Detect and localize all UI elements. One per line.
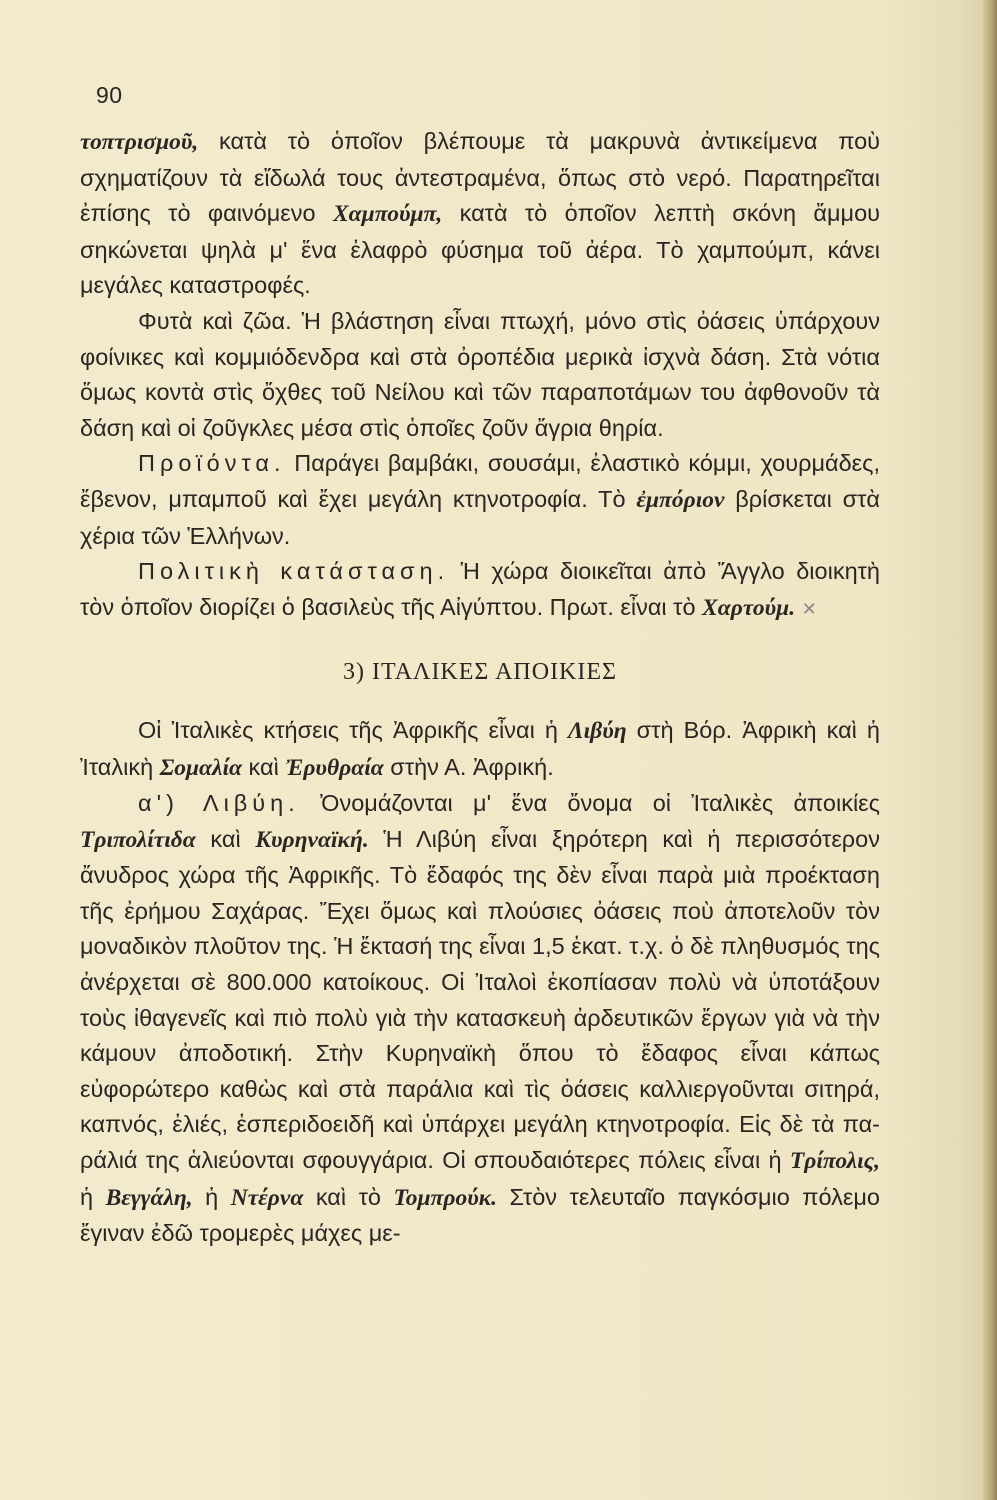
term: Ντέρνα [230,1184,304,1211]
subheading: α') Λιβύη. [138,790,300,817]
text-run: ἡ [80,1183,106,1210]
page-number: 90 [96,82,123,108]
subheading: Προϊόντα. [138,450,286,477]
paragraph-political [80,554,880,627]
text-run: στὴν Α. Ἀφρική. [383,753,554,780]
term: Ἐρυθραία [285,754,384,781]
text-run: ἡ [192,1183,231,1210]
pencil-mark-icon: ✕ [801,598,817,619]
text-run: Ἡ βλάστηση εἶναι πτωχή, μόνο στὶς ὀάσεις ὑπάρχουν φοίνικες καὶ κομμιόδενδρα καὶ στὰ ὀροπέδια μερικὰ ἰσχνὰ δάση. Στὰ νότια ὅμως κοντὰ στὶς ὄχθες τοῦ Νείλου καὶ τῶν παραποτάμων του ἀφθονοῦν τὰ δάση καὶ οἱ ζοῦγκλες μέσα στὶς ὁποῖες ζοῦν ἄγρια θηρία. [80,307,880,441]
text-run: Παράγει βαμβάκι, σουσάμι, ἐλαστικὸ κόμμι, χουρμάδες, ἔβενον, μπαμποῦ καὶ ἔχει μεγάλη κτηνοτροφία. Τὸ [80,450,880,512]
text-run: κατὰ τὸ ὁποῖον βλέπουμε τὰ μακρυνὰ ἀντικείμενα ποὺ σχηματίζουν τὰ εἴδωλά τους ἀντεστραμένα, ὅπως στὸ νερό. Παρατηρεῖται ἐπίσης τὸ φαινόμενο [80,128,880,227]
term: τοπτρισμοῦ, [80,129,199,155]
term: Τομπρούκ. [393,1184,498,1211]
text-run: Οἱ Ἰταλικὲς κτήσεις τῆς Ἀφρικῆς εἶναι ἡ [138,716,568,743]
text-run: Στὸν τελευταῖο παγκόσμιο πόλεμο ἔγιναν ἐδῶ τρομερὲς μάχες με- [80,1183,880,1247]
section-heading: 3) ΙΤΑΛΙΚΕΣ ΑΠΟΙΚΙΕΣ [342,659,618,686]
paragraph-libya [80,786,880,1252]
text-run: βρίσκεται στὰ χέρια τῶν Ἑλλήνων. [80,485,880,549]
paragraph-products [80,446,880,554]
text-run: καὶ [195,825,256,852]
text-run: Ὀνομάζονται μ' ἕνα ὄνομα οἱ Ἰταλικὲς ἀποικίες [299,790,880,817]
term: Σομαλία [159,754,243,781]
term: Τριπολίτιδα [80,826,196,853]
term: Βεγγάλη, [105,1184,193,1211]
paragraph-italian-possessions [80,713,880,786]
paragraph-flora-fauna [80,304,880,446]
text-run: καὶ τὸ [303,1183,394,1210]
subheading: Πολιτικὴ κατάσταση. [138,558,450,585]
subheading: Φυτὰ καὶ ζῶα. [138,307,292,334]
body-text [80,124,880,1252]
term: Χαρτούμ. [702,594,796,621]
term: Χαμπούμπ, [332,201,443,228]
text-run: Ἡ χώρα διοικεῖται ἀπὸ Ἄγγλο διοικητὴ τὸν ὁποῖον διορίζει ὁ βασιλεὺς τῆς Αἰγύπτου. Πρωτ. εἶναι τὸ [80,558,880,620]
paragraph-mirage [80,124,880,304]
text-run: κατὰ τὸ ὁποῖον λεπτὴ σκόνη ἄμμου σηκώνεται ψηλὰ μ' ἕνα ἐλαφρὸ φύσημα τοῦ ἀέρα. Τὸ χαμπούμπ, κάνει μεγάλες καταστροφές. [80,200,881,299]
text-run: στὴ Βόρ. Ἀφρικὴ καὶ ἡ Ἰταλικὴ [80,716,880,780]
term: Κυρηναϊκή. [255,826,369,853]
page-edge [983,0,997,1500]
term: Τρίπολις, [789,1148,880,1175]
text-run: καὶ [242,753,286,780]
text-run: Ἡ Λιβύη εἶναι ξηρότερη καὶ ἡ περισσότερον ἄνυδρος χώρα τῆς Ἀφρικῆς. Τὸ ἔδαφός της δὲν εἶναι παρὰ μιὰ προέκταση τῆς ἐρήμου Σαχάρας. Ἔχει ὅμως καὶ πλούσιες ὀάσεις ποὺ ἀποτελοῦν τὸν μοναδικὸν πλοῦτον της. Ἡ ἔκτασή της εἶναι 1,5 ἑκατ. τ.χ. ὁ δὲ πληθυσμός της ἀνέρχεται σὲ 800.000 κατοίκους. Οἱ Ἰταλοὶ ἐκοπίασαν πολὺ νὰ ὑποτάξουν τοὺς ἰθαγενεῖς καὶ πιὸ πολὺ γιὰ τὴν κατασκευὴ ἀρδευτικῶν ἔργων γιὰ νὰ τὴν κάμουν ἀποδοτική. Στὴν Κυρηναϊκὴ ὅπου τὸ ἔδαφος εἶναι κάπως εὐφορώτερο καθὼς καὶ στὰ παράλια καὶ τὶς ὀάσεις καλλιεργοῦνται σιτηρά, καπνός, ἐλιές, ἑσπεριδοειδῆ καὶ ὑπάρχει μεγάλη κτηνοτροφία. Εἰς δὲ τὰ παράλιά της ἁλιεύονται σφουγγάρια. Οἱ σπουδαιότερες πόλεις εἶναι ἡ [80,825,880,1174]
term: ἐμπόριον [636,486,725,513]
term: Λιβύη [567,717,627,744]
